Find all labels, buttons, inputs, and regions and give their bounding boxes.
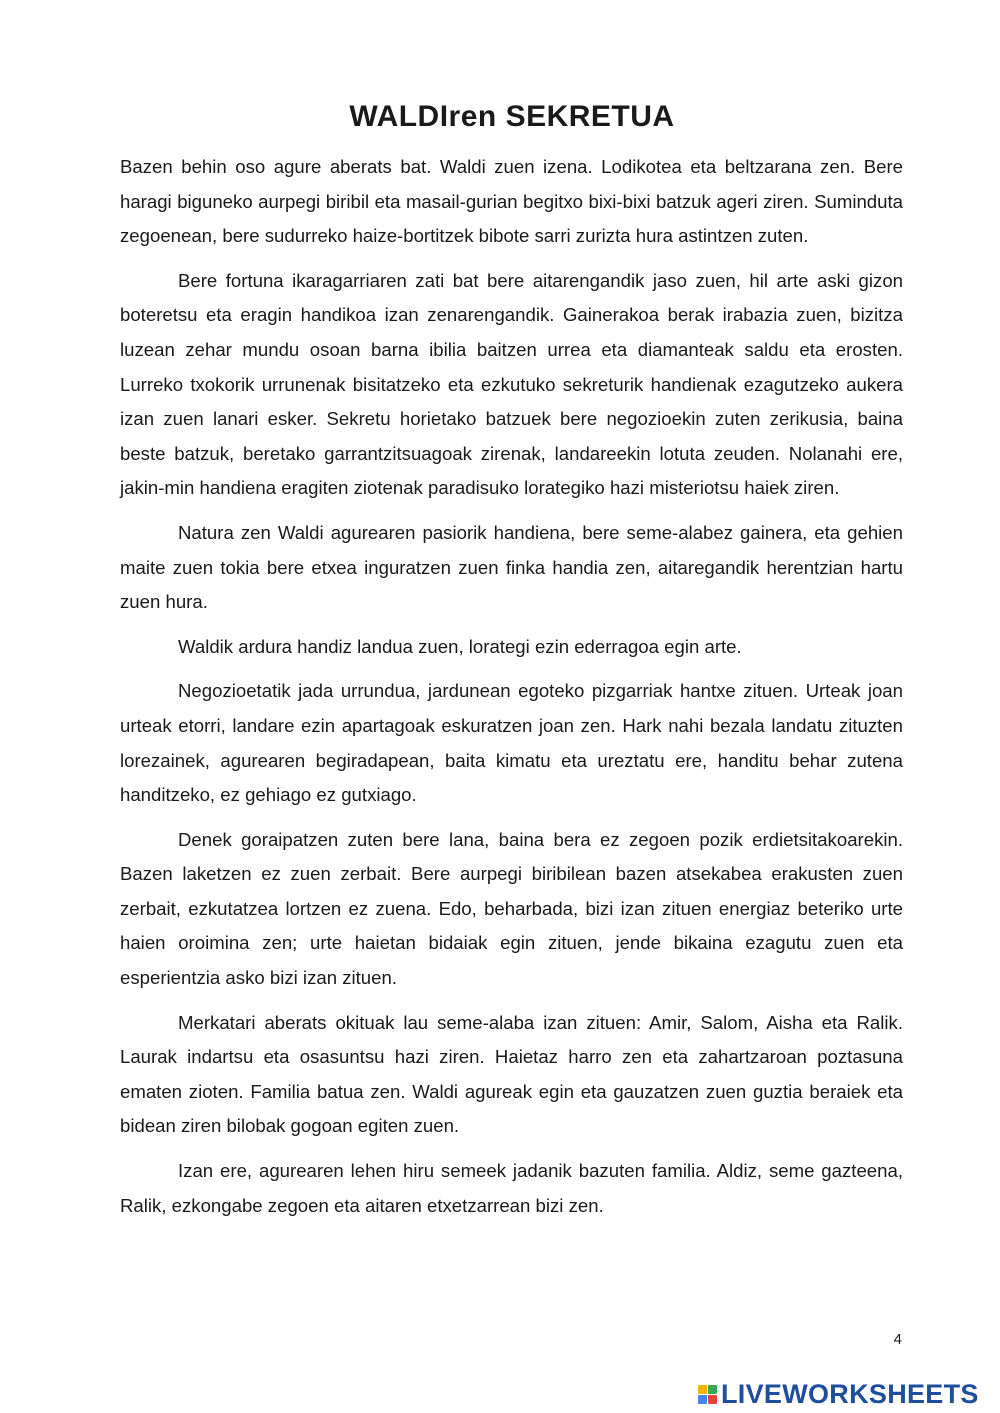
logo-square: [708, 1395, 717, 1404]
liveworksheets-logo[interactable]: [698, 1378, 979, 1410]
document-body: [120, 150, 903, 1233]
logo-text: LIVEWORKSHEETS: [721, 1379, 979, 1409]
logo-square: [698, 1385, 707, 1394]
logo-grid-icon: [698, 1385, 717, 1404]
paragraph: Natura zen Waldi agurearen pasiorik handiena, bere seme-alabez gainera, eta gehien maite zuen tokia bere etxea inguratzen zuen finka handia zen, aitaregandik herentzian hartu zuen hura.: [120, 521, 903, 613]
paragraph: Bere fortuna ikaragarriaren zati bat bere aitarengandik jaso zuen, hil arte aski gizon boteretsu eta eragin handikoa izan zenarengandik. Gainerakoa berak irabazia zuen, bizitza luzean zehar mundu osoan barna ibilia baitzen urrea eta diamanteak saldu eta erosten. Lurreko txokorik urrunenak bisitatzeko eta ezkutuko sekreturik handienak ezagutzeko aukera izan zuen lanari esker. Sekretu horietako batzuek bere negozioekin zuten zerikusia, baina beste batzuk, beretako garrantzitsuagoak zirenak, landareekin lotuta zeuden. Nolanahi ere, jakin-min handiena eragiten ziotenak paradisuko lorategiko hazi misteriotsu haiek ziren.: [120, 269, 903, 499]
logo-square: [708, 1385, 717, 1394]
paragraph: Waldik ardura handiz landua zuen, lorategi ezin ederragoa egin arte.: [178, 635, 742, 657]
paragraph: Merkatari aberats okituak lau seme-alaba izan zituen: Amir, Salom, Aisha eta Ralik. Laurak indartsu eta osasuntsu hazi ziren. Haietaz harro zen eta zahartzaroan poztasuna ematen zioten. Familia batua zen. Waldi agureak egin eta gauzatzen zuen guztia beraiek eta bidean ziren bilobak gogoan egiten zuen.: [120, 1011, 903, 1137]
logo-square: [698, 1395, 707, 1404]
page-number: 4: [893, 1331, 902, 1348]
paragraph: Bazen behin oso agure aberats bat. Waldi zuen izena. Lodikotea eta beltzarana zen. Bere haragi biguneko aurpegi biribil eta masail-gurian begitxo bixi-bixi batzuk ageri ziren. Suminduta zegoenean, bere sudurreko haize-bortitzek bibote sarri zurizta hura astintzen zuten.: [120, 156, 903, 247]
document-title: WALDIren SEKRETUA: [349, 100, 675, 133]
paragraph: Denek goraipatzen zuten bere lana, baina bera ez zegoen pozik erdietsitakoarekin. Bazen laketzen ez zuen zerbait. Bere aurpegi biribilean bazen atsekabea erakusten zuen zerbait, ezkutatzea lortzen ez zuena. Edo, beharbada, bizi izan zituen energiaz beteriko urte haien oroimina zen; urte haietan bidaiak egin zituen, jende bikaina ezagutu zuen eta esperientzia asko bizi izan zituen.: [120, 828, 903, 989]
paragraph: Negozioetatik jada urrundua, jardunean egoteko pizgarriak hantxe zituen. Urteak joan urteak etorri, landare ezin apartagoak eskuratzen joan zen. Hark nahi bezala landatu zituzten lorezainek, agurearen begiradapean, baita kimatu eta ureztatu ere, handitu behar zutena handitzeko, ez gehiago ez gutxiago.: [120, 680, 903, 806]
paragraph: Izan ere, agurearen lehen hiru semeek jadanik bazuten familia. Aldiz, seme gazteena, Ralik, ezkongabe zegoen eta aitaren etxetzarrean bizi zen.: [120, 1160, 903, 1216]
